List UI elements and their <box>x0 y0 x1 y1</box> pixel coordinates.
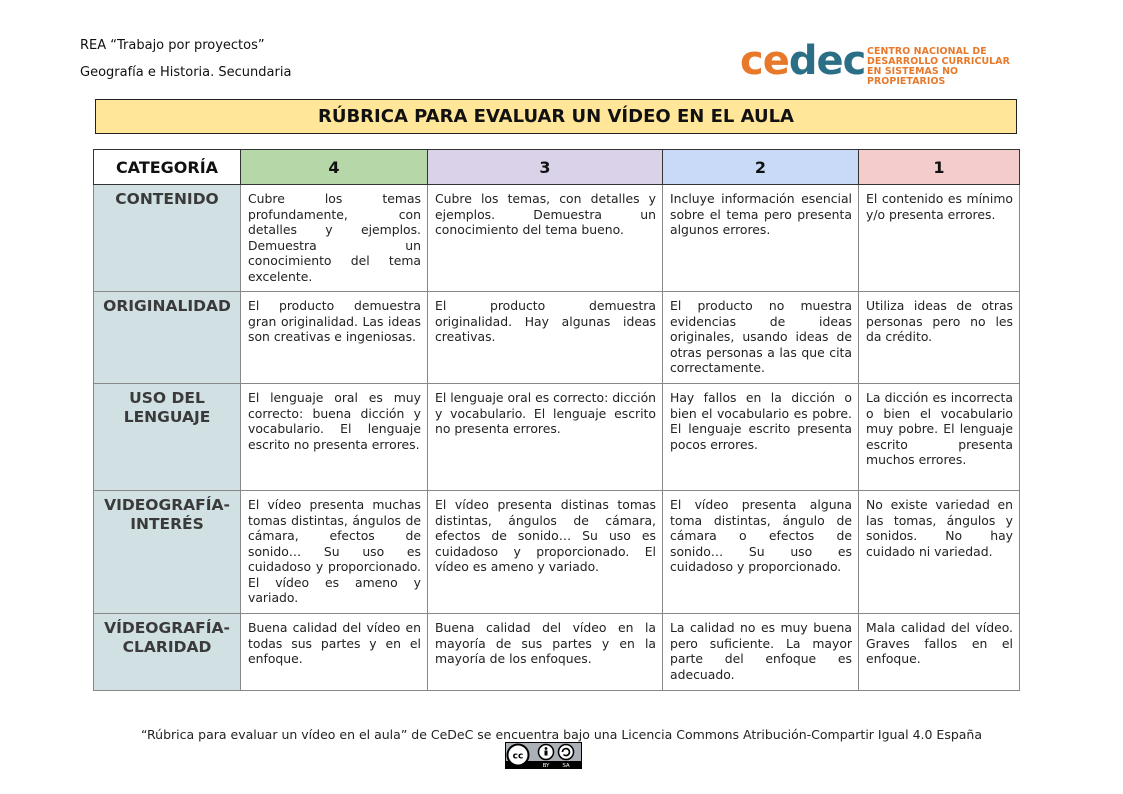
svg-text:SA: SA <box>562 763 570 768</box>
table-row <box>94 292 1020 384</box>
logo-wordmark: cedec <box>740 38 866 84</box>
svg-text:BY: BY <box>542 763 550 768</box>
header-categoria: CATEGORÍA <box>94 150 241 185</box>
header-score-2: 2 <box>663 150 859 185</box>
rubric-cell: El vídeo presenta muchas tomas distintas, ángulos de cámara, efectos de sonido… Su uso es cuidadoso y proporcionado. El vídeo es ameno y variado. <box>241 491 428 614</box>
category-cell: CONTENIDO <box>94 185 241 292</box>
rubric-cell: Hay fallos en la dicción o bien el vocabulario es pobre. El lenguaje escrito presenta pocos errores. <box>663 384 859 491</box>
category-cell: ORIGINALIDAD <box>94 292 241 384</box>
table-row <box>94 384 1020 491</box>
rubric-cell: La dicción es incorrecta o bien el vocabulario muy pobre. El lenguaje escrito presenta muchos errores. <box>859 384 1020 491</box>
rubric-cell: El producto demuestra gran originalidad. Las ideas son creativas e ingeniosas. <box>241 292 428 384</box>
license-footer: “Rúbrica para evaluar un vídeo en el aula” de CeDeC se encuentra bajo una Licencia Commons Atribución-Compartir Igual 4.0 España <box>140 727 983 742</box>
rubric-cell: Utiliza ideas de otras personas pero no les da crédito. <box>859 292 1020 384</box>
header-score-4: 4 <box>241 150 428 185</box>
rubric-cell: El lenguaje oral es correcto: dicción y vocabulario. El lenguaje escrito no presenta errores. <box>428 384 663 491</box>
svg-text:cc: cc <box>512 751 524 762</box>
rubric-table <box>93 149 1020 691</box>
table-header-row <box>94 150 1020 185</box>
table-row <box>94 614 1020 691</box>
rubric-cell: La calidad no es muy buena pero suficiente. La mayor parte del enfoque es adecuado. <box>663 614 859 691</box>
cedec-logo <box>740 40 1020 86</box>
rubric-cell: El producto demuestra originalidad. Hay algunas ideas creativas. <box>428 292 663 384</box>
header-subject-line: Geografía e Historia. Secundaria <box>80 65 292 80</box>
rubric-cell: No existe variedad en las tomas, ángulos y sonidos. No hay cuidado ni variedad. <box>859 491 1020 614</box>
rubric-cell: Buena calidad del vídeo en todas sus partes y en el enfoque. <box>241 614 428 691</box>
rubric-cell: Incluye información esencial sobre el tema pero presenta algunos errores. <box>663 185 859 292</box>
cc-by-sa-icon <box>505 742 582 769</box>
rubric-cell: El vídeo presenta distinas tomas distintas, ángulos de cámara, efectos de sonido… Su uso es cuidadoso y proporcionado. El vídeo es ameno y variado. <box>428 491 663 614</box>
category-cell: VIDEOGRAFÍA-INTERÉS <box>94 491 241 614</box>
table-row <box>94 491 1020 614</box>
rubric-cell: El producto no muestra evidencias de ideas originales, usando ideas de otras personas a las que cita correctamente. <box>663 292 859 384</box>
table-row <box>94 185 1020 292</box>
rubric-cell: Mala calidad del vídeo. Graves fallos en el enfoque. <box>859 614 1020 691</box>
rubric-cell: El contenido es mínimo y/o presenta errores. <box>859 185 1020 292</box>
rubric-cell: El lenguaje oral es muy correcto: buena dicción y vocabulario. El lenguaje escrito no presenta errores. <box>241 384 428 491</box>
header-project-line: REA “Trabajo por proyectos” <box>80 38 265 53</box>
rubric-cell: Cubre los temas profundamente, con detalles y ejemplos. Demuestra un conocimiento del tema excelente. <box>241 185 428 292</box>
header-score-3: 3 <box>428 150 663 185</box>
rubric-cell: Cubre los temas, con detalles y ejemplos. Demuestra un conocimiento del tema bueno. <box>428 185 663 292</box>
category-cell: USO DEL LENGUAJE <box>94 384 241 491</box>
rubric-cell: El vídeo presenta alguna toma distintas, ángulo de cámara o efectos de sonido… Su uso es cuidadoso y proporcionado. <box>663 491 859 614</box>
header-score-1: 1 <box>859 150 1020 185</box>
rubric-cell: Buena calidad del vídeo en la mayoría de sus partes y en la mayoría de los enfoques. <box>428 614 663 691</box>
category-cell: VÍDEOGRAFÍA-CLARIDAD <box>94 614 241 691</box>
logo-subtitle: CENTRO NACIONAL DE DESARROLLO CURRICULAR EN SISTEMAS NO PROPIETARIOS <box>867 46 1010 87</box>
page-title: RÚBRICA PARA EVALUAR UN VÍDEO EN EL AULA <box>95 99 1017 134</box>
